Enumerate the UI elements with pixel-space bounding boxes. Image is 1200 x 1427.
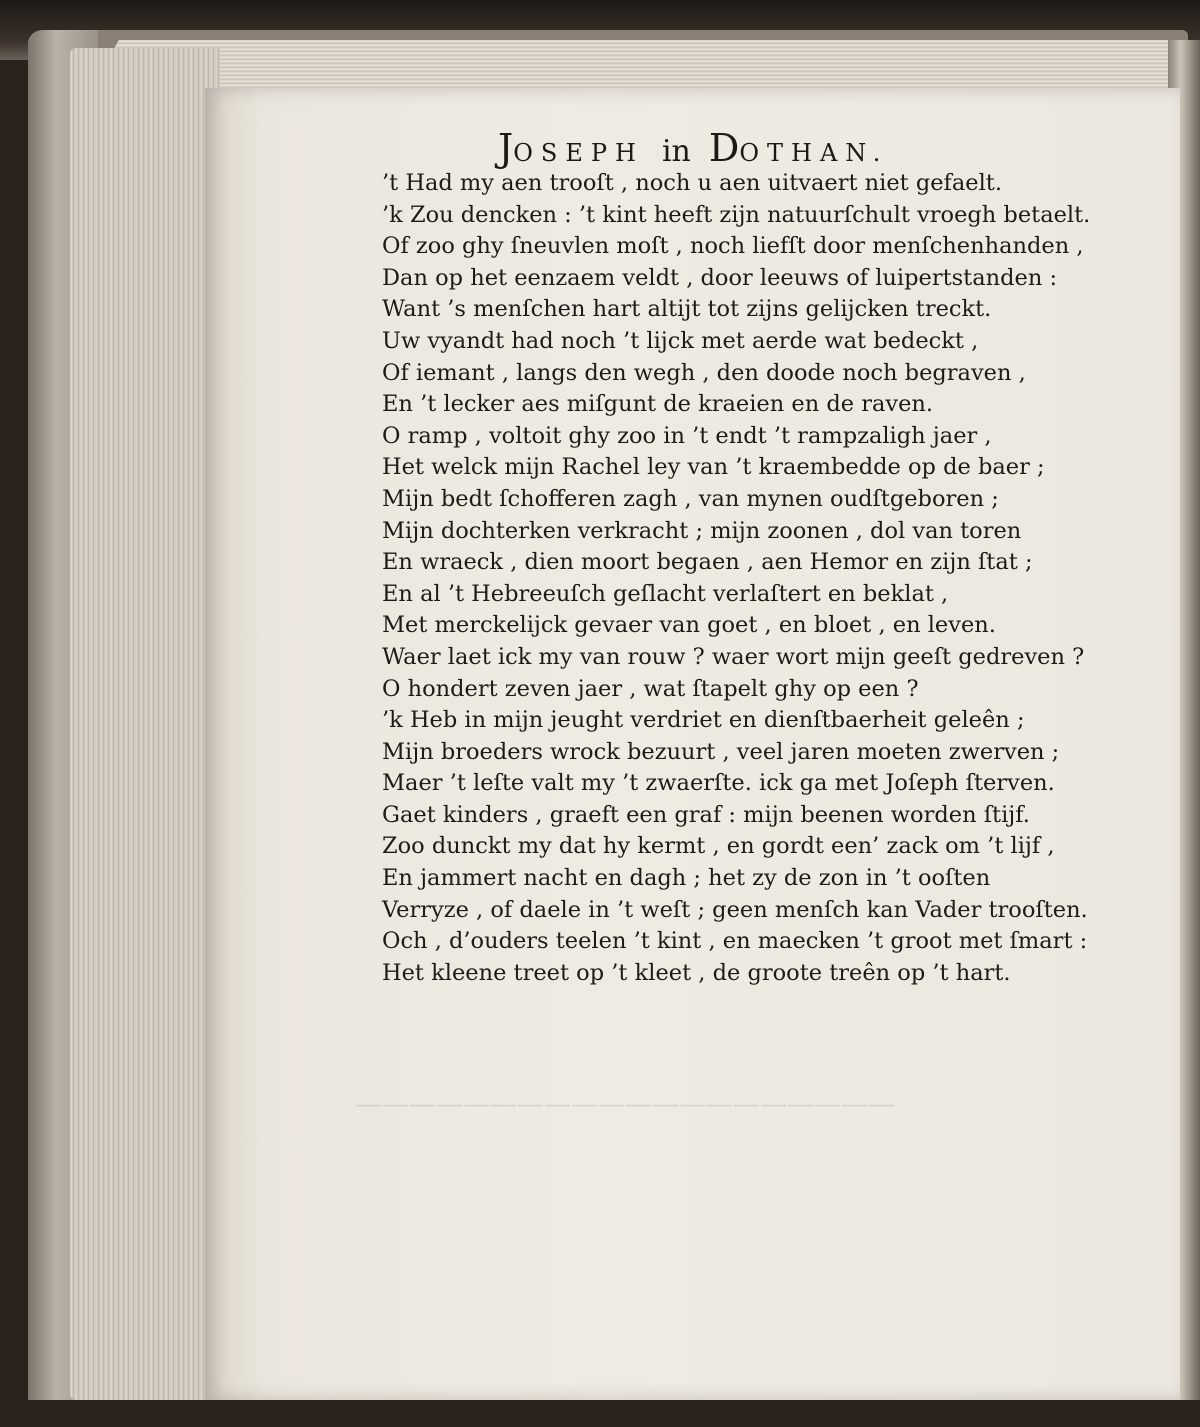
poem-line: En wraeck , dien moort begaen , aen Hemor en zijn ſtat ; [382,549,1033,576]
poem-line: Mijn broeders wrock bezuurt , veel jaren moeten zwerven ; [382,738,1060,765]
page-block-side [70,48,220,1400]
poem-line: Het kleene treet op ’t kleet , de groote treên op ’t hart. [382,959,1011,986]
poem-line: Mijn bedt ſchofferen zagh , van mynen oudſtgeboren ; [382,485,999,512]
running-head-word-3: DOTHAN. [708,126,889,170]
poem-text [382,168,1162,989]
poem-line: ’k Zou dencken : ’t kint heeft zijn natuurſchult vroegh betaelt. [382,201,1091,228]
poem-line: Met merckelijck gevaer van goet , en bloet , en leven. [382,612,996,639]
running-head [498,126,889,170]
poem-line: Of iemant , langs den wegh , den doode noch begraven , [382,359,1026,386]
poem-line: Och , d’ouders teelen ’t kint , en maecken ’t groot met ſmart : [382,928,1088,955]
poem-line: ’k Heb in mijn jeught verdriet en dienſtbaerheit geleên ; [382,707,1025,734]
page-block-top [90,40,1200,90]
poem-line: Verryze , of daele in ’t weſt ; geen menſch kan Vader trooſten. [382,896,1088,923]
poem-line: En jammert nacht en dagh ; het zy de zon in ’t ooſten [382,865,991,892]
poem-line: Waer laet ick my van rouw ? waer wort mijn geeſt gedreven ? [382,643,1085,670]
poem-line: Dan op het eenzaem veldt , door leeuws of luipertstanden : [382,264,1058,291]
poem-line: Want ’s menſchen hart altijt tot zijns gelijcken treckt. [382,296,992,323]
background-bottom [0,1400,1200,1427]
poem-line: En ’t lecker aes miſgunt de kraeien en de raven. [382,391,934,418]
poem-line: Of zoo ghy ſneuvlen moſt , noch liefſt door menſchenhanden , [382,233,1084,260]
running-head-word-2: in [661,134,691,169]
poem-line: O ramp , voltoit ghy zoo in ’t endt ’t rampzaligh jaer , [382,422,992,449]
running-head-word-1: JOSEPH [498,126,644,170]
poem-line: En al ’t Hebreeuſch geſlacht verlaſtert en beklat , [382,580,949,607]
poem-line: ’t Had my aen trooſt , noch u aen uitvaert niet gefaelt. [382,170,1003,196]
poem-line: Zoo dunckt my dat hy kermt , en gordt een’ zack om ’t lijf , [382,833,1055,860]
poem-line: Het welck mijn Rachel ley van ’t kraembedde op de baer ; [382,454,1045,481]
poem-line: Gaet kinders , graeft een graf : mijn beenen worden ſtijf. [382,801,1030,828]
show-through-text: ———————————————————— [355,1089,895,1120]
poem-line: Uw vyandt had noch ’t lijck met aerde wat bedeckt , [382,327,979,354]
poem-line: O hondert zeven jaer , wat ſtapelt ghy op een ? [382,675,919,702]
poem-line: Mijn dochterken verkracht ; mijn zoonen , dol van toren [382,517,1022,544]
poem-line: Maer ’t leſte valt my ’t zwaerſte. ick ga met Joſeph ſterven. [382,770,1055,797]
